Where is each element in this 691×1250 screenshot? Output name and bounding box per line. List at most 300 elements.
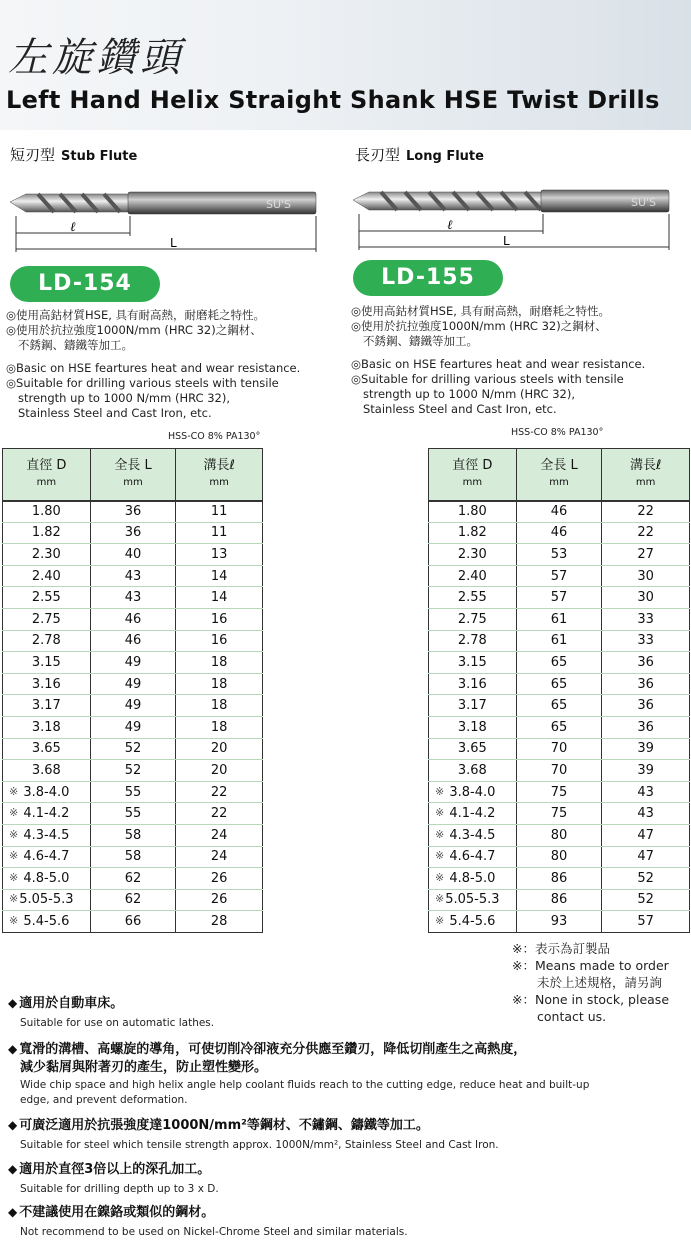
table-row (429, 587, 690, 609)
cell-overall-length: 49 (90, 652, 176, 674)
cell-diameter (429, 824, 517, 846)
table-row (3, 501, 263, 523)
table-row (3, 695, 263, 717)
cell-flute-length: 18 (176, 652, 263, 674)
flute-type-en: Stub Flute (61, 149, 138, 164)
cell-flute-length: 57 (602, 911, 690, 933)
diameter-value: 3.18 (457, 719, 487, 735)
cell-overall-length: 86 (516, 889, 602, 911)
header-label: 溝長ℓ (203, 458, 235, 474)
cell-flute-length: 11 (176, 522, 263, 544)
table-row (3, 522, 263, 544)
cell-flute-length: 16 (176, 608, 263, 630)
cell-overall-length: 65 (516, 673, 602, 695)
made-to-order-mark: ※ (435, 784, 445, 798)
cell-diameter (3, 846, 91, 868)
table-row (3, 911, 263, 933)
diameter-value: 2.75 (457, 611, 487, 627)
diameter-value: 2.78 (457, 633, 487, 649)
cell-flute-length: 52 (602, 868, 690, 890)
cell-flute-length: 47 (602, 824, 690, 846)
diameter-value: 3.16 (457, 676, 487, 692)
cell-diameter (429, 522, 517, 544)
table-row (429, 544, 690, 566)
table-row (429, 673, 690, 695)
cell-overall-length: 75 (516, 803, 602, 825)
made-to-order-mark: ※ (435, 827, 445, 841)
diameter-value: 3.15 (457, 654, 487, 670)
made-to-order-mark: ※ (435, 914, 445, 928)
diameter-value: 5.05-5.3 (19, 892, 74, 908)
diameter-value: 3.8-4.0 (23, 784, 70, 800)
cell-overall-length: 46 (90, 608, 176, 630)
cell-flute-length: 22 (602, 522, 690, 544)
cell-overall-length: 65 (516, 716, 602, 738)
bullet-diamond-icon: ◆ (8, 996, 18, 1010)
desc-en-line: ◎Suitable for drilling various steels with tensile (351, 372, 624, 386)
diameter-value: 4.8-5.0 (23, 870, 70, 886)
cell-overall-length: 75 (516, 781, 602, 803)
header-unit: mm (123, 477, 143, 489)
drill-brand: SU'S (631, 196, 657, 209)
header-flute-length (176, 449, 263, 501)
made-to-order-mark: ※ (435, 806, 445, 820)
made-to-order-mark: ※ (9, 806, 19, 820)
flute-type-label (10, 144, 137, 165)
header-unit: mm (549, 477, 569, 489)
bullet-diamond-icon: ◆ (8, 1118, 18, 1132)
cell-overall-length: 36 (90, 522, 176, 544)
feature-en: Suitable for steel which tensile strength approx. 1000N/mm², Stainless Steel and Cast Iron. (20, 1139, 499, 1151)
table-row (3, 824, 263, 846)
cell-flute-length: 30 (602, 587, 690, 609)
desc-en-line: strength up to 1000 N/mm (HRC 32), (18, 391, 231, 405)
table-row (429, 781, 690, 803)
table-row (3, 716, 263, 738)
cell-flute-length: 26 (176, 889, 263, 911)
made-to-order-mark: ※ (435, 892, 445, 906)
made-to-order-mark: ※ (9, 849, 19, 863)
long-drill-image (351, 184, 673, 254)
note-line: contact us. (512, 1009, 607, 1024)
cell-overall-length: 58 (90, 824, 176, 846)
cell-diameter (429, 630, 517, 652)
feature-zh: 不建議使用在鎳鉻或類似的鋼材。 (19, 1205, 215, 1220)
cell-overall-length: 43 (90, 565, 176, 587)
cell-diameter (429, 911, 517, 933)
desc-zh-line: ◎使用於抗拉強度1000N/mm (HRC 32)之鋼材、 (351, 319, 607, 333)
cell-flute-length: 14 (176, 565, 263, 587)
feature-item (8, 1160, 219, 1197)
stub-drill-image (8, 186, 320, 256)
cell-flute-length: 27 (602, 544, 690, 566)
table-row (429, 501, 690, 523)
cell-flute-length: 39 (602, 760, 690, 782)
cell-diameter (429, 868, 517, 890)
cell-diameter (3, 673, 91, 695)
cell-overall-length: 40 (90, 544, 176, 566)
flute-type-en: Long Flute (406, 149, 484, 164)
note-line: ※：Means made to order (512, 958, 669, 973)
table-row (429, 911, 690, 933)
cell-overall-length: 80 (516, 846, 602, 868)
cell-overall-length: 93 (516, 911, 602, 933)
cell-overall-length: 86 (516, 868, 602, 890)
cell-diameter (429, 608, 517, 630)
cell-overall-length: 49 (90, 695, 176, 717)
table-row (429, 868, 690, 890)
cell-flute-length: 33 (602, 630, 690, 652)
header-label: 溝長ℓ (629, 458, 662, 474)
feature-en: Not recommend to be used on Nickel-Chrome Steel and similar materials. (20, 1226, 408, 1238)
cell-flute-length: 18 (176, 695, 263, 717)
cell-diameter (3, 565, 91, 587)
cell-diameter (3, 501, 91, 523)
diameter-value: 2.55 (457, 590, 487, 606)
description (6, 308, 300, 421)
table-row (3, 889, 263, 911)
cell-overall-length: 49 (90, 673, 176, 695)
cell-flute-length: 33 (602, 608, 690, 630)
diameter-value: 1.82 (31, 525, 61, 541)
cell-overall-length: 80 (516, 824, 602, 846)
table-row (3, 760, 263, 782)
diameter-value: 3.16 (31, 676, 61, 692)
cell-diameter (429, 673, 517, 695)
material-spec: HSS-CO 8% PA130° (168, 431, 261, 442)
bullet-diamond-icon: ◆ (8, 1162, 18, 1176)
dim-flute-length-label: ℓ (70, 220, 76, 235)
cell-overall-length: 62 (90, 889, 176, 911)
table-header-row (3, 449, 263, 501)
header-flute-length (602, 449, 690, 501)
cell-overall-length: 61 (516, 630, 602, 652)
diameter-value: 2.30 (31, 546, 61, 562)
model-badge: LD-155 (353, 260, 503, 296)
material-spec: HSS-CO 8% PA130° (511, 427, 604, 438)
cell-diameter (3, 738, 91, 760)
diameter-value: 1.80 (457, 504, 487, 520)
dim-total-length-label: L (503, 234, 510, 248)
cell-overall-length: 49 (90, 716, 176, 738)
table-row (3, 608, 263, 630)
table-row (429, 695, 690, 717)
cell-flute-length: 36 (602, 716, 690, 738)
dim-flute-length-label: ℓ (447, 218, 453, 233)
desc-zh-line: 不銹鋼、鑄鐵等加工。 (363, 334, 478, 348)
title-chinese: 左旋鑽頭 (8, 35, 184, 81)
diameter-value: 3.17 (31, 698, 61, 714)
cell-diameter (3, 781, 91, 803)
cell-flute-length: 18 (176, 673, 263, 695)
table-row (3, 630, 263, 652)
desc-zh-line: ◎使用高鈷材質HSE, 具有耐高熱，耐磨耗之特性。 (351, 304, 611, 318)
cell-flute-length: 22 (176, 781, 263, 803)
cell-overall-length: 70 (516, 738, 602, 760)
cell-flute-length: 36 (602, 673, 690, 695)
diameter-value: 3.65 (31, 741, 61, 757)
header-unit: mm (635, 477, 656, 489)
bullet-diamond-icon: ◆ (8, 1205, 18, 1219)
header-diameter (429, 449, 517, 501)
description (351, 304, 645, 417)
table-row (3, 803, 263, 825)
header-unit: mm (209, 477, 229, 489)
cell-flute-length: 43 (602, 781, 690, 803)
title-english: Left Hand Helix Straight Shank HSE Twist Drills (6, 86, 660, 114)
table-row (3, 738, 263, 760)
cell-flute-length: 11 (176, 501, 263, 523)
diameter-value: 4.6-4.7 (449, 849, 496, 865)
cell-diameter (429, 803, 517, 825)
cell-overall-length: 43 (90, 587, 176, 609)
cell-diameter (3, 868, 91, 890)
cell-overall-length: 53 (516, 544, 602, 566)
table-row (3, 544, 263, 566)
table-row (3, 781, 263, 803)
cell-diameter (3, 652, 91, 674)
cell-diameter (429, 889, 517, 911)
table-row (429, 522, 690, 544)
desc-en-line: ◎Basic on HSE feartures heat and wear resistance. (6, 361, 301, 375)
cell-flute-length: 52 (602, 889, 690, 911)
made-to-order-mark: ※ (435, 849, 445, 863)
made-to-order-mark: ※ (9, 827, 19, 841)
cell-flute-length: 16 (176, 630, 263, 652)
cell-flute-length: 47 (602, 846, 690, 868)
cell-overall-length: 55 (90, 781, 176, 803)
cell-flute-length: 13 (176, 544, 263, 566)
cell-flute-length: 30 (602, 565, 690, 587)
flute-type-zh: 長刃型 (355, 146, 401, 164)
made-to-order-mark: ※ (9, 784, 19, 798)
diameter-value: 2.75 (31, 611, 61, 627)
desc-zh-line: ◎使用於抗拉強度1000N/mm (HRC 32)之鋼材、 (6, 323, 262, 337)
header-unit: mm (36, 477, 57, 489)
cell-diameter (429, 544, 517, 566)
diameter-value: 4.1-4.2 (449, 806, 496, 822)
diameter-value: 4.1-4.2 (23, 806, 70, 822)
cell-flute-length: 22 (602, 501, 690, 523)
diameter-value: 2.40 (457, 568, 487, 584)
cell-diameter (429, 565, 517, 587)
cell-diameter (3, 608, 91, 630)
cell-diameter (3, 695, 91, 717)
note-line: ※：表示為訂製品 (512, 941, 610, 956)
table-row (429, 803, 690, 825)
diameter-value: 2.40 (31, 568, 61, 584)
cell-flute-length: 24 (176, 824, 263, 846)
cell-diameter (3, 716, 91, 738)
table-row (429, 608, 690, 630)
table-row (429, 889, 690, 911)
cell-overall-length: 58 (90, 846, 176, 868)
cell-overall-length: 66 (90, 911, 176, 933)
order-notes (512, 940, 669, 1025)
table-row (429, 846, 690, 868)
desc-en-line: Stainless Steel and Cast Iron, etc. (363, 402, 557, 416)
diameter-value: 3.68 (457, 762, 487, 778)
cell-flute-length: 39 (602, 738, 690, 760)
diameter-value: 5.4-5.6 (23, 914, 70, 930)
cell-diameter (429, 587, 517, 609)
table-row (429, 824, 690, 846)
diameter-value: 2.78 (31, 633, 61, 649)
table-row (429, 716, 690, 738)
desc-en-line: strength up to 1000 N/mm (HRC 32), (363, 387, 576, 401)
cell-flute-length: 36 (602, 652, 690, 674)
feature-item (8, 994, 214, 1031)
table-row (429, 630, 690, 652)
cell-flute-length: 20 (176, 760, 263, 782)
bullet-diamond-icon: ◆ (8, 1042, 18, 1056)
feature-zh: 適用於直徑3倍以上的深孔加工。 (19, 1162, 211, 1177)
table-header-row (429, 449, 690, 501)
feature-item (8, 1040, 589, 1108)
cell-flute-length: 28 (176, 911, 263, 933)
header-overall-length (90, 449, 176, 501)
diameter-value: 4.6-4.7 (23, 849, 70, 865)
feature-en: Wide chip space and high helix angle help coolant fluids reach to the cutting edge, reduce heat and built-up (20, 1079, 590, 1091)
header-unit: mm (462, 477, 483, 489)
cell-flute-length: 14 (176, 587, 263, 609)
made-to-order-mark: ※ (9, 892, 19, 906)
cell-overall-length: 57 (516, 565, 602, 587)
flute-type-zh: 短刃型 (10, 146, 56, 164)
feature-item (8, 1203, 408, 1240)
header-label: 直徑 D (452, 458, 493, 474)
note-line: ※：None in stock, please (512, 992, 670, 1007)
cell-flute-length: 20 (176, 738, 263, 760)
cell-diameter (429, 846, 517, 868)
cell-overall-length: 52 (90, 760, 176, 782)
cell-overall-length: 46 (516, 501, 602, 523)
cell-diameter (429, 781, 517, 803)
header-label: 全長 L (114, 458, 152, 474)
diameter-value: 3.68 (31, 762, 61, 778)
drill-brand: SU'S (266, 198, 292, 211)
header-label: 直徑 D (26, 458, 67, 474)
cell-diameter (3, 544, 91, 566)
cell-diameter (3, 889, 91, 911)
diameter-value: 4.8-5.0 (449, 870, 496, 886)
diameter-value: 4.3-4.5 (23, 827, 70, 843)
made-to-order-mark: ※ (435, 870, 445, 884)
header-overall-length (516, 449, 602, 501)
cell-overall-length: 46 (90, 630, 176, 652)
cell-diameter (429, 501, 517, 523)
diameter-value: 3.65 (457, 741, 487, 757)
cell-diameter (3, 824, 91, 846)
cell-overall-length: 65 (516, 652, 602, 674)
feature-zh: 適用於自動車床。 (19, 996, 124, 1011)
cell-overall-length: 70 (516, 760, 602, 782)
cell-overall-length: 52 (90, 738, 176, 760)
table-row (429, 738, 690, 760)
desc-en-line: ◎Basic on HSE feartures heat and wear resistance. (351, 357, 646, 371)
table-row (3, 673, 263, 695)
size-table (2, 448, 263, 933)
cell-flute-length: 43 (602, 803, 690, 825)
diameter-value: 1.80 (31, 504, 61, 520)
note-line: 未於上述規格，請另詢 (512, 975, 663, 990)
diameter-value: 1.82 (457, 525, 487, 541)
dim-total-length-label: L (170, 236, 177, 250)
diameter-value: 4.3-4.5 (449, 827, 496, 843)
table-row (3, 652, 263, 674)
diameter-value: 2.55 (31, 590, 61, 606)
cell-flute-length: 18 (176, 716, 263, 738)
made-to-order-mark: ※ (9, 870, 19, 884)
table-row (429, 760, 690, 782)
diameter-value: 5.05-5.3 (445, 892, 500, 908)
diameter-value: 5.4-5.6 (449, 914, 496, 930)
made-to-order-mark: ※ (9, 914, 19, 928)
cell-diameter (3, 630, 91, 652)
diameter-value: 3.15 (31, 654, 61, 670)
diameter-value: 3.17 (457, 698, 487, 714)
feature-en: Suitable for use on automatic lathes. (20, 1017, 215, 1029)
desc-zh-line: ◎使用高鈷材質HSE, 具有耐高熱，耐磨耗之特性。 (6, 308, 266, 322)
table-row (429, 565, 690, 587)
table-row (3, 846, 263, 868)
header-banner (0, 0, 691, 130)
table-row (429, 652, 690, 674)
cell-flute-length: 36 (602, 695, 690, 717)
feature-item (8, 1116, 499, 1153)
model-badge: LD-154 (10, 266, 160, 302)
feature-zh: 減少黏屑與附著刃的產生，防止塑性變形。 (20, 1060, 268, 1075)
cell-diameter (429, 760, 517, 782)
cell-flute-length: 24 (176, 846, 263, 868)
cell-overall-length: 62 (90, 868, 176, 890)
cell-diameter (3, 911, 91, 933)
feature-en: edge, and prevent deformation. (20, 1094, 188, 1106)
cell-flute-length: 26 (176, 868, 263, 890)
cell-overall-length: 61 (516, 608, 602, 630)
table-row (3, 868, 263, 890)
header-label: 全長 L (540, 458, 578, 474)
flute-type-label (355, 144, 484, 165)
header-diameter (3, 449, 91, 501)
feature-zh: 可廣泛適用於抗張強度達1000N/mm²等鋼材、不鏽鋼、鑄鐵等加工。 (19, 1118, 429, 1133)
desc-zh-line: 不銹鋼、鑄鐵等加工。 (18, 338, 133, 352)
cell-overall-length: 57 (516, 587, 602, 609)
cell-overall-length: 46 (516, 522, 602, 544)
diameter-value: 3.8-4.0 (449, 784, 496, 800)
table-row (3, 587, 263, 609)
diameter-value: 2.30 (457, 546, 487, 562)
size-table (428, 448, 690, 933)
cell-flute-length: 22 (176, 803, 263, 825)
cell-diameter (3, 760, 91, 782)
cell-diameter (429, 652, 517, 674)
desc-en-line: Stainless Steel and Cast Iron, etc. (18, 406, 212, 420)
cell-overall-length: 65 (516, 695, 602, 717)
cell-overall-length: 55 (90, 803, 176, 825)
cell-overall-length: 36 (90, 501, 176, 523)
cell-diameter (429, 738, 517, 760)
table-row (3, 565, 263, 587)
desc-en-line: ◎Suitable for drilling various steels with tensile (6, 376, 279, 390)
diameter-value: 3.18 (31, 719, 61, 735)
cell-diameter (3, 587, 91, 609)
feature-en: Suitable for drilling depth up to 3 x D. (20, 1183, 219, 1195)
feature-zh: 寬滑的溝槽、高螺旋的導角，可使切削冷卻液充分供應至鑽刃，降低切削產生之高熱度， (19, 1042, 527, 1057)
cell-diameter (3, 522, 91, 544)
cell-diameter (3, 803, 91, 825)
cell-diameter (429, 716, 517, 738)
